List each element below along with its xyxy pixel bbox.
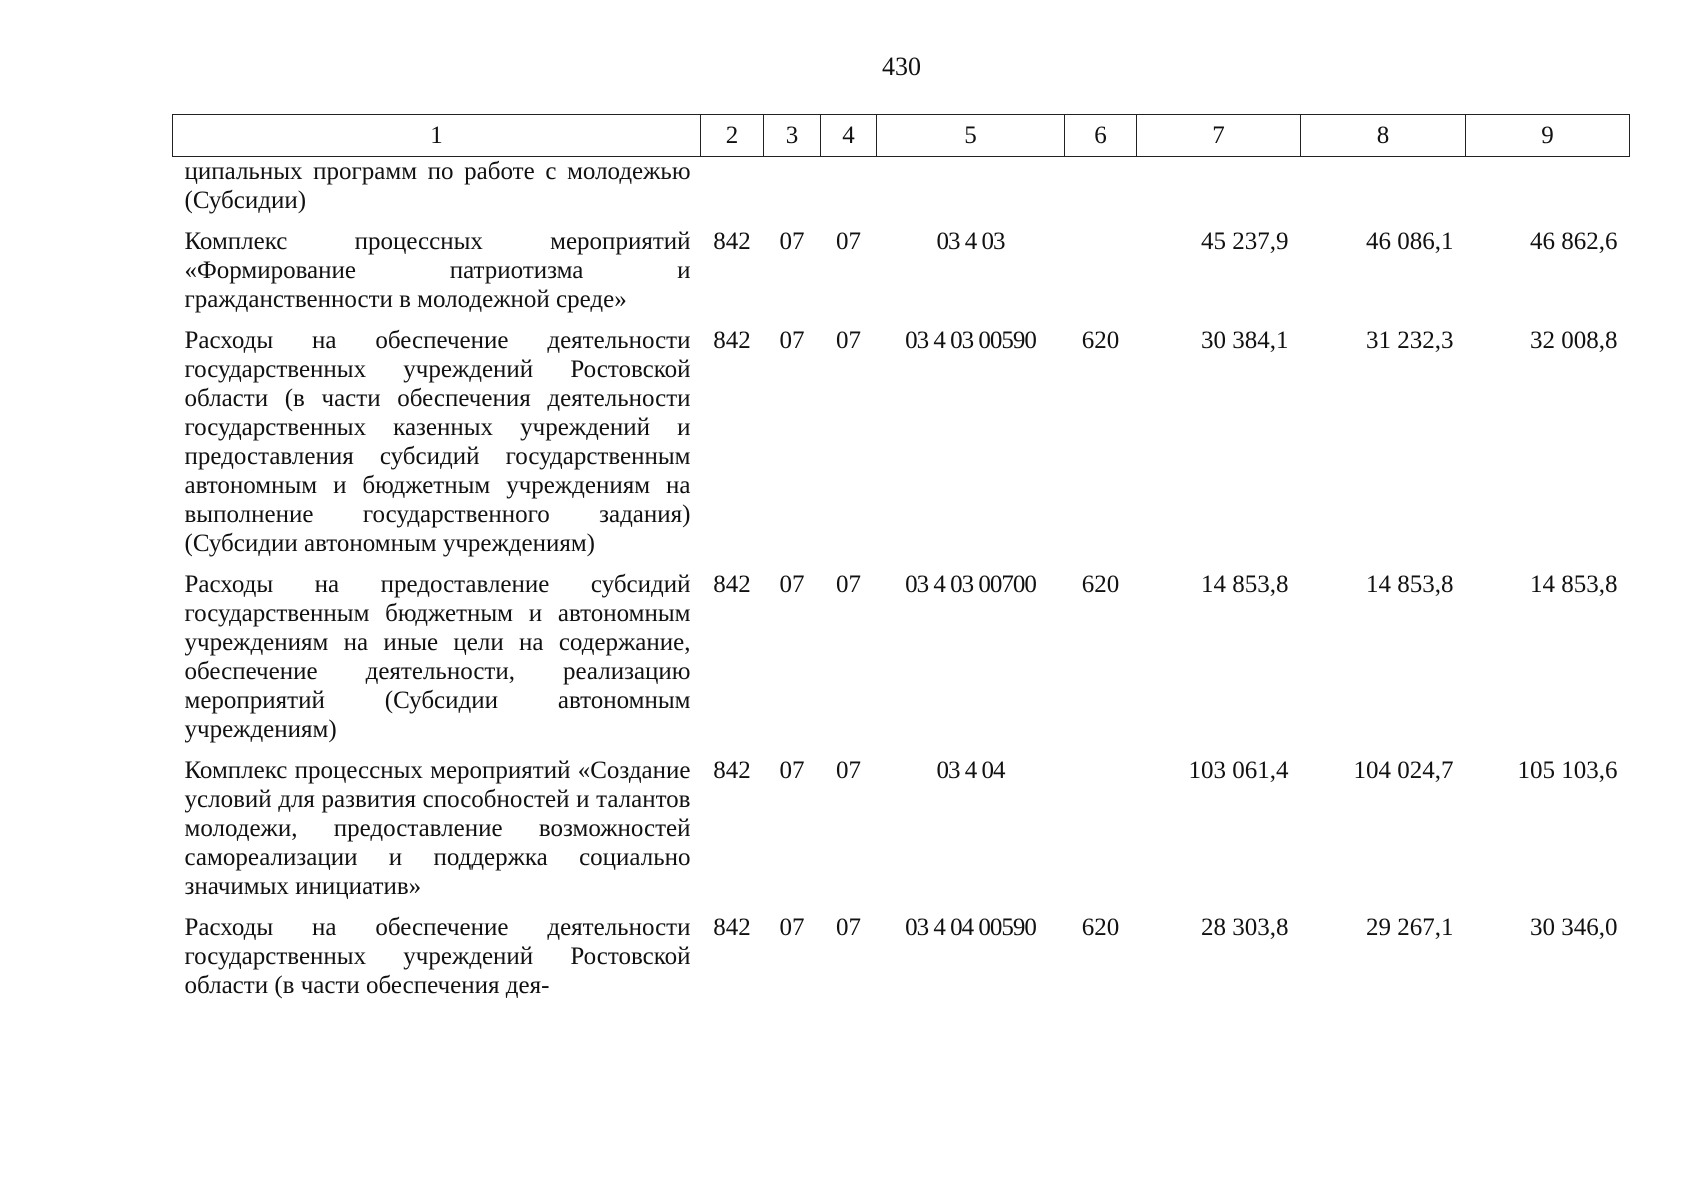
row-description: Расходы на обеспечение деятельности государственных учреждений Ростовской области (в части обеспечения деятельности государственных казенных учреждений и предоставления субсидий государственным автономным и бюджетным учреждениям на выполнение государственного задания) (Субсидии автономным учреждениям) xyxy=(184,327,691,557)
column-header-3: 3 xyxy=(764,115,821,157)
header-row xyxy=(173,115,1630,157)
row-expense-type xyxy=(1065,157,1137,228)
row-section: 07 xyxy=(779,757,805,784)
row-amount-col7: 14 853,8 xyxy=(1201,571,1289,598)
row-amount-col8: 46 086,1 xyxy=(1366,228,1454,255)
column-header-6: 6 xyxy=(1065,115,1137,157)
row-admin-code: 842 xyxy=(713,571,751,598)
row-target-article: 03 4 03 xyxy=(936,228,1005,255)
table-row xyxy=(173,756,1630,913)
row-target-article: 03 4 03 00700 xyxy=(905,571,1036,598)
row-amount-col8: 29 267,1 xyxy=(1366,914,1454,941)
row-amount-col9: 46 862,6 xyxy=(1530,228,1618,255)
row-description: ципальных программ по работе с молодежью (Субсидии) xyxy=(184,158,691,214)
row-amount-col7: 30 384,1 xyxy=(1201,327,1289,354)
row-description: Расходы на предоставление субсидий государственным бюджетным и автономным учреждениям на иные цели на содержание, обеспечение деятельности, реализацию мероприятий (Субсидии автономным учреждениям) xyxy=(184,571,691,743)
row-amount-col9: 32 008,8 xyxy=(1530,327,1618,354)
row-subsection: 07 xyxy=(836,757,861,784)
row-amount-col8: 31 232,3 xyxy=(1366,327,1454,354)
row-admin-code xyxy=(701,157,764,228)
column-header-4: 4 xyxy=(821,115,877,157)
row-amount-col7: 45 237,9 xyxy=(1201,228,1289,255)
table-row xyxy=(173,913,1630,1012)
column-header-5: 5 xyxy=(877,115,1065,157)
row-subsection: 07 xyxy=(836,327,861,354)
row-amount-col7 xyxy=(1137,157,1301,228)
row-amount-col9: 30 346,0 xyxy=(1530,914,1618,941)
row-expense-type: 620 xyxy=(1081,327,1120,354)
row-amount-col8: 104 024,7 xyxy=(1353,757,1454,784)
column-header-2: 2 xyxy=(701,115,764,157)
row-admin-code: 842 xyxy=(713,757,751,784)
row-amount-col7: 28 303,8 xyxy=(1201,914,1289,941)
row-subsection: 07 xyxy=(836,228,861,255)
row-amount-col9: 105 103,6 xyxy=(1517,757,1618,784)
row-expense-type xyxy=(1065,756,1137,913)
table-row xyxy=(173,326,1630,570)
row-target-article: 03 4 03 00590 xyxy=(905,327,1036,354)
table-body xyxy=(173,157,1630,1013)
row-expense-type: 620 xyxy=(1081,571,1120,598)
row-amount-col8: 14 853,8 xyxy=(1366,571,1454,598)
row-expense-type xyxy=(1065,227,1137,326)
row-section: 07 xyxy=(779,228,805,255)
row-section: 07 xyxy=(779,914,805,941)
table-header xyxy=(173,115,1630,157)
row-description: Расходы на обеспечение деятельности государственных учреждений Ростовской области (в части обеспечения дея- xyxy=(184,914,691,999)
row-amount-col9: 14 853,8 xyxy=(1530,571,1618,598)
row-target-article xyxy=(877,157,1065,228)
row-expense-type: 620 xyxy=(1081,914,1120,941)
row-admin-code: 842 xyxy=(713,228,751,255)
budget-table xyxy=(172,114,1630,1012)
row-subsection xyxy=(821,157,877,228)
table-row xyxy=(173,227,1630,326)
table-row xyxy=(173,570,1630,756)
row-subsection: 07 xyxy=(836,914,861,941)
column-header-9: 9 xyxy=(1466,115,1630,157)
row-subsection: 07 xyxy=(836,571,861,598)
row-admin-code: 842 xyxy=(713,327,751,354)
page-number: 430 xyxy=(882,52,921,81)
row-amount-col8 xyxy=(1301,157,1466,228)
row-amount-col9 xyxy=(1466,157,1630,228)
row-amount-col7: 103 061,4 xyxy=(1188,757,1289,784)
row-section: 07 xyxy=(779,327,805,354)
row-section: 07 xyxy=(779,571,805,598)
column-header-7: 7 xyxy=(1137,115,1301,157)
row-target-article: 03 4 04 00590 xyxy=(905,914,1036,941)
column-header-1: 1 xyxy=(173,115,701,157)
row-description: Комплекс процессных мероприятий «Создание условий для развития способностей и талантов молодежи, предоставление возможностей самореализации и поддержка социально значимых инициатив» xyxy=(184,757,691,900)
row-target-article: 03 4 04 xyxy=(936,757,1005,784)
row-description: Комплекс процессных мероприятий «Формирование патриотизма и гражданственности в молодежной среде» xyxy=(184,228,691,313)
row-section xyxy=(764,157,821,228)
table-row xyxy=(173,157,1630,228)
column-header-8: 8 xyxy=(1301,115,1466,157)
row-admin-code: 842 xyxy=(713,914,751,941)
